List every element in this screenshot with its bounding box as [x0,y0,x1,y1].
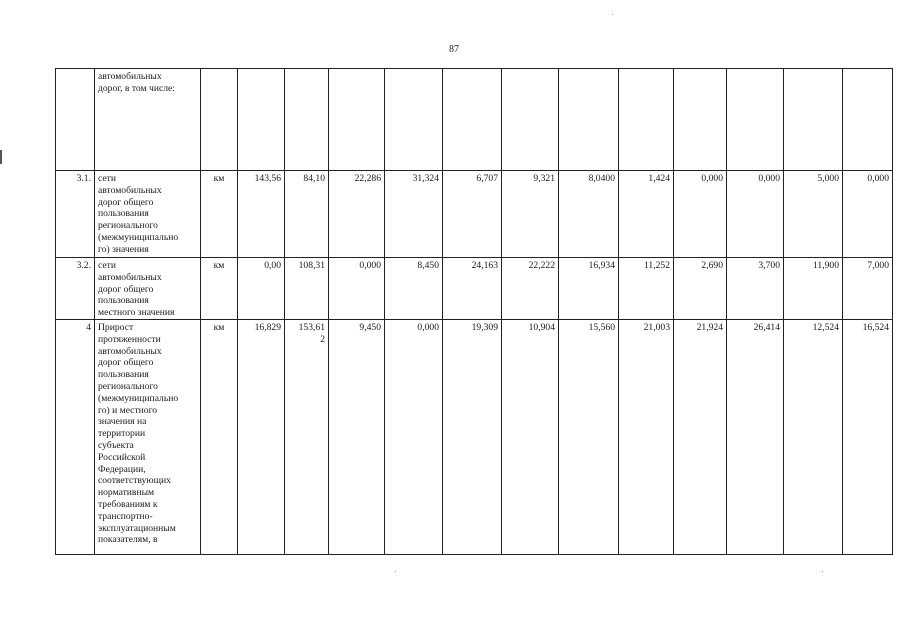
unit-cell: км [201,319,238,554]
value-cell [559,69,619,171]
scan-edge-mark [0,150,2,164]
value-cell: 11,252 [619,258,674,320]
value-cell [784,69,843,171]
value-cell [385,69,443,171]
scan-speck [822,571,823,572]
row-name-cell [95,171,201,258]
value-cell: 0,000 [727,171,784,258]
value-cell: 0,000 [329,258,385,320]
row-name-text: сети автомобильных дорог общего пользования местного значения [98,260,175,319]
value-cell: 22,222 [502,258,559,320]
value-cell: 153,61 2 [285,319,329,554]
value-cell: 9,321 [502,171,559,258]
row-name-text: Прирост протяженности автомобильных дорог общего пользования регионального (межмуниципально го) и местного значения на территории субъекта Российской Федерации, соответствующих нормативным требованиям к транспортно- эксплуатационным показателям, в [98,321,179,546]
value-cell: 0,000 [674,171,727,258]
value-cell: 24,163 [443,258,502,320]
value-cell: 84,10 [285,171,329,258]
table-row [56,258,893,320]
unit-cell: км [201,171,238,258]
value-cell [443,69,502,171]
value-cell: 8,0400 [559,171,619,258]
value-cell: 143,56 [238,171,285,258]
value-cell [285,69,329,171]
scan-speck [612,14,613,15]
table-row [56,171,893,258]
row-index-cell: 3.2. [56,258,95,320]
value-cell: 22,286 [329,171,385,258]
row-name-cell [95,69,201,171]
value-cell: 8,450 [385,258,443,320]
value-cell: 0,000 [843,171,893,258]
table-row [56,319,893,554]
table-row [56,69,893,171]
value-cell [502,69,559,171]
value-cell: 7,000 [843,258,893,320]
value-cell: 5,000 [784,171,843,258]
value-cell [843,69,893,171]
value-cell: 21,003 [619,319,674,554]
value-cell: 16,934 [559,258,619,320]
value-cell: 9,450 [329,319,385,554]
row-index-cell [56,69,95,171]
value-cell: 6,707 [443,171,502,258]
row-name-cell [95,258,201,320]
page-number: 87 [449,44,459,55]
value-cell: 10,904 [502,319,559,554]
unit-cell: км [201,258,238,320]
value-cell: 12,524 [784,319,843,554]
row-index-cell: 3.1. [56,171,95,258]
value-cell [238,69,285,171]
value-cell [674,69,727,171]
row-index-cell: 4 [56,319,95,554]
row-name-text: сети автомобильных дорог общего пользования регионального (межмуниципально го) значения [98,173,179,255]
value-cell: 0,00 [238,258,285,320]
unit-cell [201,69,238,171]
value-cell: 19,309 [443,319,502,554]
value-cell: 26,414 [727,319,784,554]
value-cell: 31,324 [385,171,443,258]
row-name-text: автомобильных дорог, в том числе: [98,71,175,94]
value-cell [727,69,784,171]
value-cell: 16,524 [843,319,893,554]
value-cell: 108,31 [285,258,329,320]
value-cell: 11,900 [784,258,843,320]
value-cell: 3,700 [727,258,784,320]
value-cell: 21,924 [674,319,727,554]
value-cell: 15,560 [559,319,619,554]
value-cell [619,69,674,171]
scan-speck [395,571,396,572]
value-cell: 0,000 [385,319,443,554]
value-cell: 1,424 [619,171,674,258]
value-cell: 2,690 [674,258,727,320]
row-name-cell [95,319,201,554]
value-cell [329,69,385,171]
value-cell: 16,829 [238,319,285,554]
data-table [55,68,893,555]
